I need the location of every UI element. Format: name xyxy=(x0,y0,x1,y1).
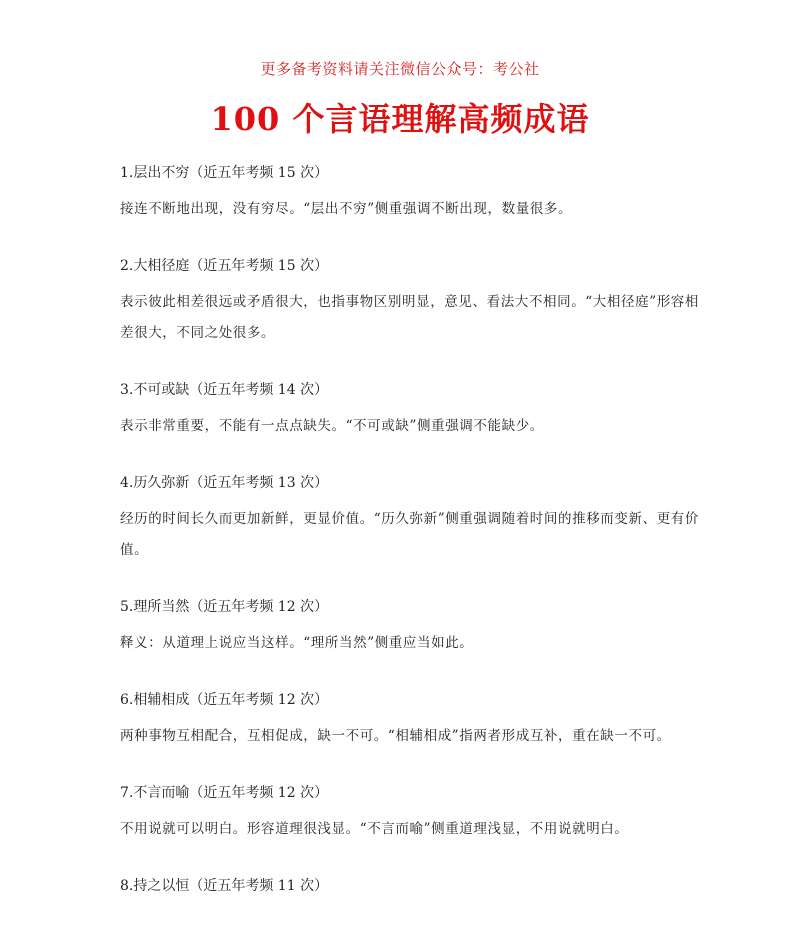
idiom-definition: 经历的时间长久而更加新鲜，更显价值。“历久弥新”侧重强调随着时间的推移而变新、更有价值。 xyxy=(120,511,700,558)
idiom-heading: 2.大相径庭（近五年考频 15 次） xyxy=(120,258,329,274)
document-title: 100 个言语理解高频成语 xyxy=(210,100,590,138)
idiom-definition: 不用说就可以明白。形容道理很浅显。“不言而喻”侧重道理浅显，不用说就明白。 xyxy=(120,821,629,837)
idiom-heading: 8.持之以恒（近五年考频 11 次） xyxy=(120,878,329,894)
idiom-entry xyxy=(120,689,700,752)
wechat-notice: 更多备考资料请关注微信公众号：考公社 xyxy=(260,60,540,78)
idiom-heading: 5.理所当然（近五年考频 12 次） xyxy=(120,599,329,615)
idiom-heading: 7.不言而喻（近五年考频 12 次） xyxy=(120,785,329,801)
idiom-entry xyxy=(120,255,700,349)
idiom-entry xyxy=(120,596,700,659)
idiom-definition: 表示彼此相差很远或矛盾很大，也指事物区别明显，意见、看法大不相同。“大相径庭”形容相差很大，不同之处很多。 xyxy=(120,294,700,341)
idiom-definition: 表示非常重要，不能有一点点缺失。“不可或缺”侧重强调不能缺少。 xyxy=(120,418,544,434)
idiom-list xyxy=(120,162,700,927)
idiom-definition: 接连不断地出现，没有穷尽。“层出不穷”侧重强调不断出现，数量很多。 xyxy=(120,201,573,217)
idiom-heading: 6.相辅相成（近五年考频 12 次） xyxy=(120,692,329,708)
idiom-entry xyxy=(120,162,700,225)
idiom-entry xyxy=(120,379,700,442)
idiom-definition: 两种事物互相配合，互相促成，缺一不可。“相辅相成”指两者形成互补，重在缺一不可。 xyxy=(120,728,671,744)
idiom-heading: 1.层出不穷（近五年考频 15 次） xyxy=(120,165,329,181)
idiom-heading: 3.不可或缺（近五年考频 14 次） xyxy=(120,382,329,398)
idiom-entry xyxy=(120,782,700,845)
idiom-definition: 释义：从道理上说应当这样。“理所当然”侧重应当如此。 xyxy=(120,635,474,651)
idiom-entry xyxy=(120,472,700,566)
idiom-entry xyxy=(120,875,700,897)
idiom-heading: 4.历久弥新（近五年考频 13 次） xyxy=(120,475,329,491)
